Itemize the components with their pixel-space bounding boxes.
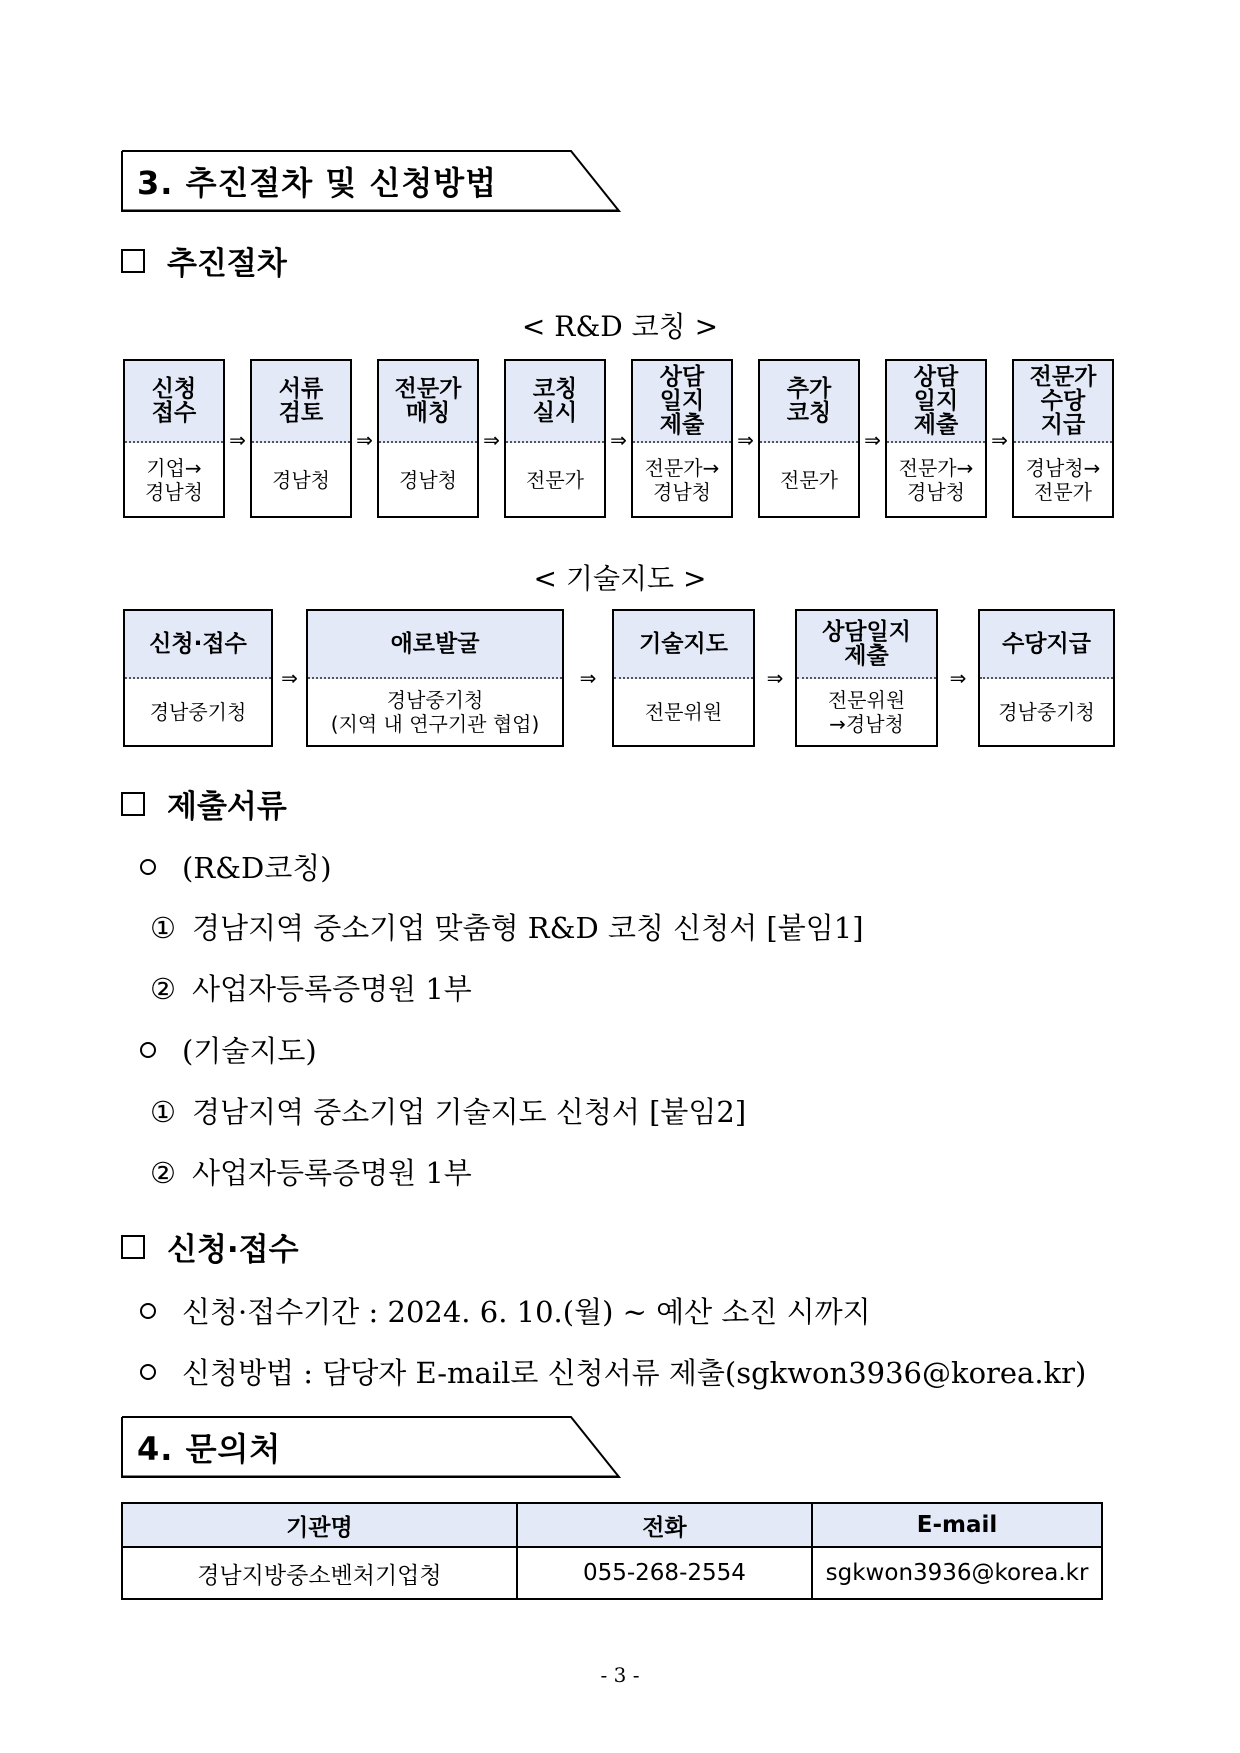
tech-step-4	[795, 609, 938, 747]
rd-step-2	[250, 359, 352, 518]
section-3-header	[121, 150, 621, 212]
tech-step-actor: 전문위원 →경남청	[827, 688, 906, 736]
documents-heading	[121, 781, 287, 826]
rd-step-4	[504, 359, 606, 518]
square-bullet-icon	[121, 249, 145, 273]
tech-doc-item-2: ② 사업자등록증명원 1부	[150, 1156, 472, 1190]
rd-step-8	[1012, 359, 1114, 518]
tech-step-3	[612, 609, 755, 747]
rd-step-title: 상담 일지 제출	[887, 361, 985, 443]
phone-number: 055-268-2554	[517, 1547, 812, 1599]
circle-bullet-icon	[140, 1364, 156, 1380]
procedure-heading-text: 추진절차	[167, 246, 287, 282]
tech-step-actor: 경남중기청	[149, 700, 247, 724]
tech-flow-title: < 기술지도 >	[533, 562, 707, 595]
tech-step-title: 기술지도	[614, 611, 753, 679]
rd-step-7	[885, 359, 987, 518]
rd-docs-label: (R&D코칭)	[140, 846, 332, 887]
rd-step-actor: 기업→ 경남청	[145, 455, 203, 504]
rd-step-actor: 전문가	[526, 467, 584, 492]
header-org: 기관명	[122, 1503, 517, 1547]
rd-flow-title: < R&D 코칭 >	[521, 310, 719, 343]
tech-step-actor: 경남중기청	[998, 700, 1095, 724]
procedure-heading	[121, 238, 287, 283]
rd-step-title: 전문가 수당 지급	[1014, 361, 1112, 443]
rd-step-title: 전문가 매칭	[379, 361, 477, 443]
flow-arrow-icon: ⇒	[864, 428, 881, 452]
rd-step-actor: 경남청	[272, 467, 330, 492]
flow-arrow-icon: ⇒	[610, 428, 627, 452]
rd-step-6	[758, 359, 860, 518]
section-3-title: 3. 추진절차 및 신청방법	[137, 164, 498, 202]
documents-heading-text: 제출서류	[167, 789, 287, 825]
contact-table	[121, 1502, 1103, 1600]
application-heading	[121, 1224, 299, 1269]
tech-step-title: 수당지급	[980, 611, 1113, 679]
email-address[interactable]: sgkwon3936@korea.kr	[812, 1547, 1102, 1599]
rd-step-actor: 전문가	[780, 467, 838, 492]
contact-table-header	[122, 1503, 1102, 1547]
rd-doc-item-1: ① 경남지역 중소기업 맞춤형 R&D 코칭 신청서 [붙임1]	[150, 911, 864, 945]
flow-arrow-icon: ⇒	[579, 666, 597, 690]
tech-step-2	[306, 609, 564, 747]
circle-bullet-icon	[140, 1042, 156, 1058]
tech-doc-item-1: ① 경남지역 중소기업 기술지도 신청서 [붙임2]	[150, 1095, 747, 1129]
rd-step-actor: 경남청	[399, 467, 457, 492]
tech-step-actor: 경남중기청 (지역 내 연구기관 협업)	[330, 688, 540, 736]
tech-step-1	[123, 609, 273, 747]
tech-step-actor: 전문위원	[644, 700, 723, 724]
header-email: E-mail	[812, 1503, 1102, 1547]
rd-step-title: 추가 코칭	[760, 361, 858, 443]
tech-docs-label: (기술지도)	[140, 1029, 317, 1070]
rd-step-1	[123, 359, 225, 518]
header-phone: 전화	[517, 1503, 812, 1547]
square-bullet-icon	[121, 1235, 145, 1259]
section-4-header	[121, 1416, 621, 1478]
rd-step-title: 서류 검토	[252, 361, 350, 443]
rd-step-title: 상담 일지 제출	[633, 361, 731, 443]
application-period: 신청·접수기간 : 2024. 6. 10.(월) ~ 예산 소진 시까지	[140, 1290, 871, 1331]
org-name: 경남지방중소벤처기업청	[122, 1547, 517, 1599]
rd-step-actor: 전문가→ 경남청	[898, 455, 974, 504]
circle-bullet-icon	[140, 859, 156, 875]
flow-arrow-icon: ⇒	[229, 428, 246, 452]
tech-step-5	[978, 609, 1115, 747]
flow-arrow-icon: ⇒	[949, 666, 967, 690]
application-heading-text: 신청·접수	[167, 1232, 299, 1268]
flow-arrow-icon: ⇒	[356, 428, 373, 452]
circle-bullet-icon	[140, 1303, 156, 1319]
flow-arrow-icon: ⇒	[483, 428, 500, 452]
application-method: 신청방법 : 담당자 E-mail로 신청서류 제출(sgkwon3936@korea.kr)	[140, 1351, 1086, 1392]
rd-doc-item-2: ② 사업자등록증명원 1부	[150, 972, 472, 1006]
tech-step-title: 신청·접수	[125, 611, 271, 679]
flow-arrow-icon: ⇒	[991, 428, 1008, 452]
tech-step-title: 애로발굴	[308, 611, 562, 679]
tech-step-title: 상담일지 제출	[797, 611, 936, 679]
rd-step-5	[631, 359, 733, 518]
square-bullet-icon	[121, 792, 145, 816]
table-row	[122, 1547, 1102, 1599]
section-4-title: 4. 문의처	[137, 1430, 282, 1468]
flow-arrow-icon: ⇒	[281, 666, 298, 690]
rd-step-actor: 경남청→ 전문가	[1025, 455, 1101, 504]
rd-step-title: 신청 접수	[125, 361, 223, 443]
flow-arrow-icon: ⇒	[737, 428, 754, 452]
page-number: - 3 -	[600, 1663, 640, 1687]
rd-step-title: 코칭 실시	[506, 361, 604, 443]
rd-step-3	[377, 359, 479, 518]
flow-arrow-icon: ⇒	[766, 666, 784, 690]
rd-step-actor: 전문가→ 경남청	[644, 455, 720, 504]
